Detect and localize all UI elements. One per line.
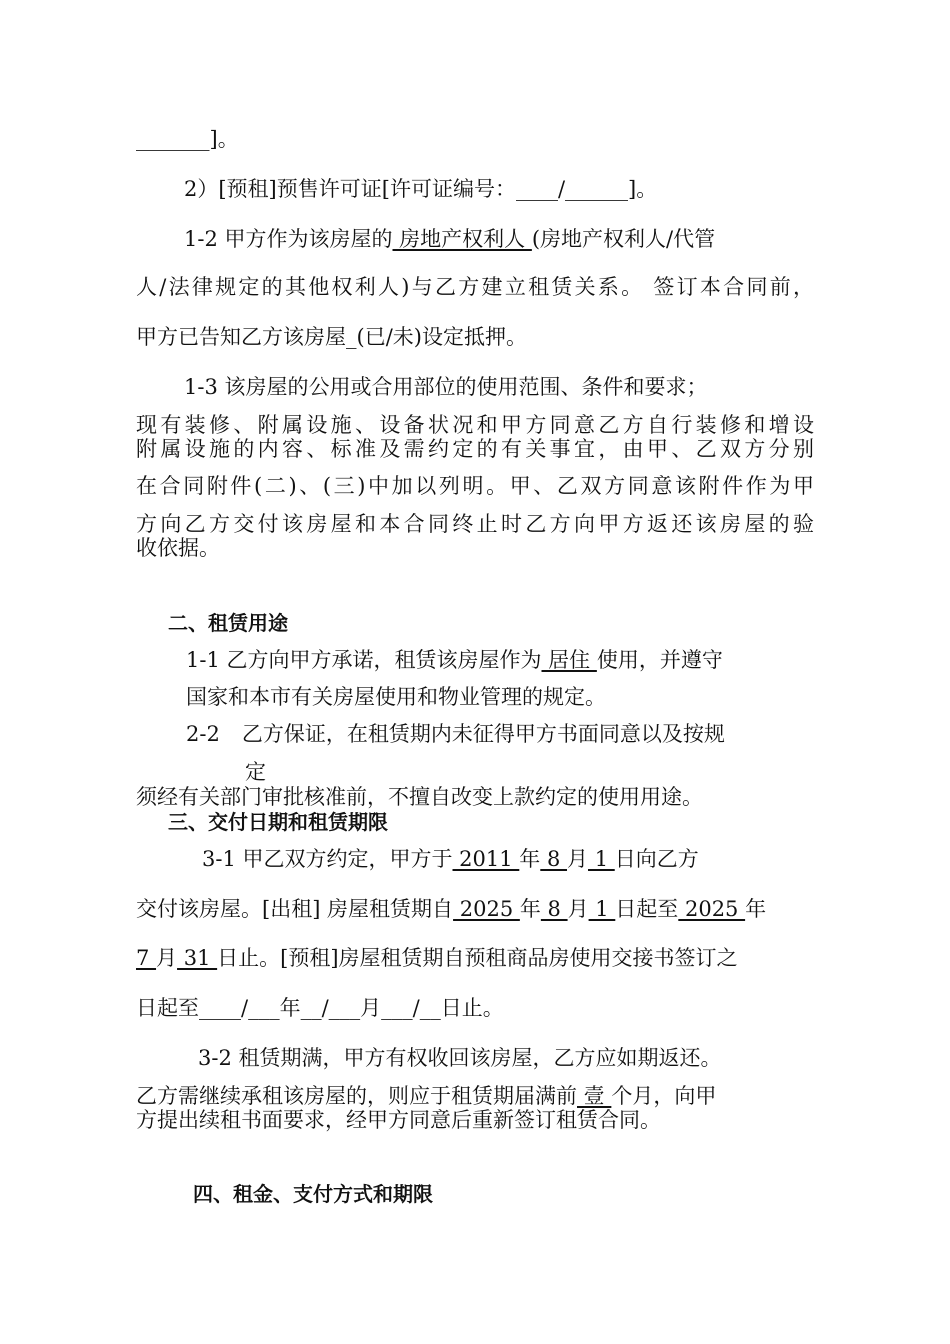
text-span: 人/法律规定的其他权利人)与乙方建立租赁关系。 签订本合同前，	[136, 275, 814, 299]
text-line	[136, 473, 814, 499]
filled-value: 2011	[452, 847, 520, 871]
text-span: 日向乙方	[614, 847, 699, 871]
filled-value: 壹	[577, 1084, 612, 1108]
text-line	[136, 784, 703, 810]
text-line	[184, 176, 657, 202]
text-line	[136, 126, 239, 152]
filled-value: 31	[177, 946, 218, 970]
text-line	[184, 374, 708, 400]
filled-value: 1	[588, 847, 615, 871]
text-span: ]。	[628, 177, 658, 201]
text-span: 1-2 甲方作为该房屋的	[184, 227, 393, 251]
text-line	[186, 684, 606, 710]
text-line	[136, 945, 738, 971]
filled-value: 8	[540, 897, 568, 921]
text-line	[136, 1083, 716, 1109]
text-span: 方向乙方交付该房屋和本合同终止时乙方向甲方返还该房屋的验	[136, 512, 814, 536]
filled-value: 1	[588, 897, 616, 921]
filled-value: 房地产权利人	[392, 227, 532, 251]
text-span: 使用，并遵守	[596, 648, 723, 672]
text-span: 定	[245, 760, 266, 784]
text-span: (房地产权利人/代管	[531, 227, 716, 251]
text-span: 日止。[预租]房屋租赁期自预租商品房使用交接书签订之	[217, 946, 738, 970]
blank-field: ____/______	[515, 177, 629, 201]
text-span: 3-2 租赁期满，甲方有权收回该房屋，乙方应如期返还。	[198, 1046, 722, 1070]
text-line	[245, 759, 266, 785]
section-heading: 三、交付日期和租赁期限	[168, 810, 388, 834]
text-span: 1-1 乙方向甲方承诺，租赁该房屋作为	[186, 648, 542, 672]
filled-value: 8	[540, 847, 568, 871]
text-span: 月	[156, 946, 178, 970]
text-span: 年	[745, 897, 767, 921]
text-span: 乙方需继续承租该房屋的，则应于租赁期届满前	[136, 1084, 577, 1108]
section-heading: 二、租赁用途	[168, 611, 288, 635]
clause-number: 2-2	[186, 722, 220, 746]
text-span: 年	[519, 847, 541, 871]
text-line	[186, 721, 725, 747]
filled-value: 居住	[541, 648, 597, 672]
filled-value: 2025	[453, 897, 520, 921]
text-span: 2）[预租]预售许可证[许可证编号：	[184, 177, 516, 201]
text-span: 交付该房屋。[出租] 房屋租赁期自	[136, 897, 454, 921]
text-line	[136, 274, 814, 300]
text-line	[136, 1107, 661, 1133]
text-line	[136, 324, 527, 350]
text-span: 日起至	[615, 897, 679, 921]
text-span: 月	[567, 847, 589, 871]
blank-field: _	[346, 325, 357, 349]
text-span: 现有装修、附属设施、设备状况和甲方同意乙方自行装修和增设	[136, 413, 814, 437]
text-line	[136, 436, 814, 462]
text-line	[186, 647, 723, 673]
text-span: 国家和本市有关房屋使用和物业管理的规定。	[186, 685, 606, 709]
text-span: ]。	[209, 127, 239, 151]
blank-field: _______	[136, 127, 210, 151]
section-heading: 四、租金、支付方式和期限	[193, 1182, 433, 1206]
text-span: 月	[567, 897, 589, 921]
text-line	[136, 896, 766, 922]
text-span: 3-1 甲乙双方约定，甲方于	[202, 847, 453, 871]
text-line	[136, 412, 814, 438]
text-span: (已/未)设定抵押。	[356, 325, 527, 349]
text-line	[198, 1045, 722, 1071]
text-span: 1-3 该房屋的公用或合用部位的使用范围、条件和要求；	[184, 375, 708, 399]
text-span: 乙方保证，在租赁期内未征得甲方书面同意以及按规	[241, 722, 725, 746]
text-span: 日起至____/___年__/___月___/__日止。	[136, 996, 504, 1020]
text-span: 附属设施的内容、标准及需约定的有关事宜，由甲、乙双方分别	[136, 437, 814, 461]
text-span: 个月，向甲	[611, 1084, 717, 1108]
text-line	[202, 846, 699, 872]
text-line	[136, 535, 220, 561]
filled-value: 2025	[678, 897, 746, 921]
text-span: 须经有关部门审批核准前，不擅自改变上款约定的使用用途。	[136, 785, 703, 809]
text-span: 甲方已告知乙方该房屋	[136, 325, 346, 349]
text-span: 方提出续租书面要求，经甲方同意后重新签订租赁合同。	[136, 1108, 661, 1132]
text-span: 年	[519, 897, 541, 921]
text-line	[136, 995, 504, 1021]
text-span: 在合同附件(二)、(三)中加以列明。甲、乙双方同意该附件作为甲	[136, 474, 814, 498]
filled-value: 7	[136, 946, 157, 970]
text-line	[136, 511, 814, 537]
text-span: 收依据。	[136, 536, 220, 560]
text-line	[184, 226, 715, 252]
